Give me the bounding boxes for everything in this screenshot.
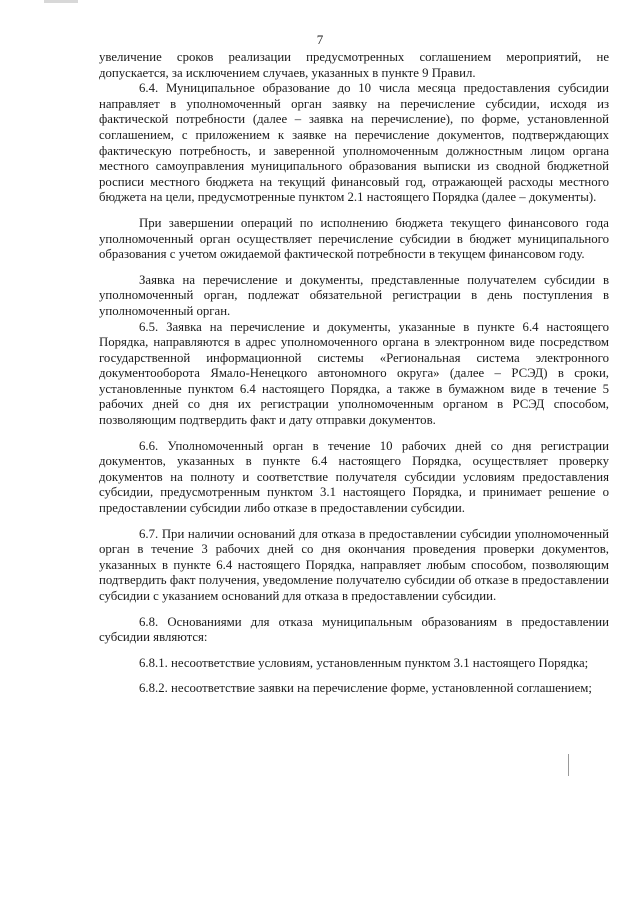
page-number: 7 [316,32,324,47]
paragraph-6-8-1: 6.8.1. несоответствие условиям, установленным пунктом 3.1 настоящего Порядка; [139,655,589,670]
document-body [99,50,609,697]
paragraph-6-7: 6.7. При наличии оснований для отказа в предоставлении субсидии уполномоченный орган в течение 3 рабочих дней со дня окончания проведения проверки документов, указанных в пункте 6.4 настоящего Порядка, направляет любым способом, позволяющим подтвердить факт получения, уведомление получателю субсидии об отказе в предоставлении субсидии с указанием оснований для отказа в предоставлении субсидии. [99,526,609,603]
paragraph-continuation: увеличение сроков реализации предусмотренных соглашением мероприятий, не допускается, за исключением случаев, указанных в пункте 9 Правил. [99,50,609,80]
paragraph-budget-completion: При завершении операций по исполнению бюджета текущего финансового года уполномоченный орган осуществляет перечисление субсидии в бюджет муниципального образования с учетом ожидаемой фактической потребности в текущем финансовом году. [99,215,609,262]
paragraph-6-8: 6.8. Основаниями для отказа муниципальным образованиям в предоставлении субсидии являются: [99,614,609,645]
paragraph-6-4: 6.4. Муниципальное образование до 10 числа месяца предоставления субсидии направляет в уполномоченный орган заявку на перечисление субсидии, исходя из фактической потребности (далее – заявка на перечисление), по форме, установленной соглашением, с приложением к заявке на перечисление документов, подтверждающих фактическую потребность, и заверенной уполномоченным должностным лицом органа местного самоуправления муниципального образования выписки из сводной бюджетной росписи местного бюджета на текущий финансовый год, отражающей расходы местного бюджета на цели, предусмотренные пунктом 2.1 настоящего Порядка (далее – документы). [99,81,609,205]
paragraph-6-8-2: 6.8.2. несоответствие заявки на перечисление форме, установленной соглашением; [139,681,592,696]
scan-artifact-line [568,754,569,776]
paragraph-6-5: 6.5. Заявка на перечисление и документы, указанные в пункте 6.4 настоящего Порядка, направляются в адрес уполномоченного органа в электронном виде посредством государственной информационной системы «Региональная система электронного документооборота Ямало-Ненецкого автономного округа» (далее – РСЭД) в сроки, установленные пунктом 6.4 настоящего Порядка, а также в бумажном виде в течение 5 рабочих дней со дня их регистрации уполномоченным органом в РСЭД способом, позволяющим подтвердить факт и дату отправки документов. [99,319,609,428]
paragraph-registration: Заявка на перечисление и документы, представленные получателем субсидии в уполномоченный орган, подлежат обязательной регистрации в день поступления в уполномоченный орган. [99,272,609,318]
paragraph-6-6: 6.6. Уполномоченный орган в течение 10 рабочих дней со дня регистрации документов, указанных в пункте 6.4 настоящего Порядка, осуществляет проверку документов на полноту и соответствие получателя субсидии условиям предоставления субсидии, предусмотренным пунктом 3.1 настоящего Порядка, и принимает решение о предоставлении субсидии либо отказе в предоставлении субсидии. [99,438,609,516]
scan-artifact-top [44,0,78,3]
